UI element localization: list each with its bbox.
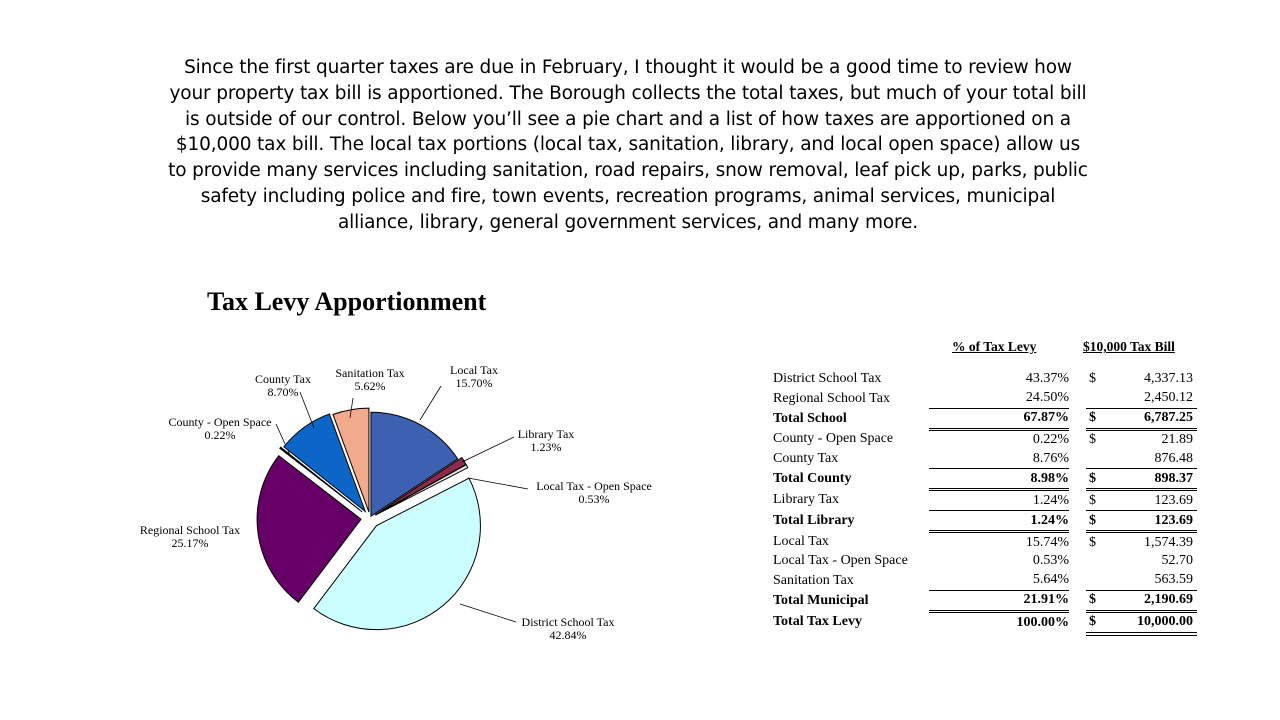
row-gap <box>1069 450 1086 469</box>
row-dollar-sign: $ <box>1086 611 1109 633</box>
row-dollar-sign: $ <box>1089 534 1096 550</box>
table-row <box>770 532 1197 552</box>
pie-leader-line <box>420 386 441 420</box>
row-gap <box>1069 389 1086 408</box>
row-dollar-sign: $ <box>1089 371 1096 387</box>
pie-slice-name: Sanitation Tax <box>335 366 405 380</box>
row-label: Regional School Tax <box>773 390 890 406</box>
table-row <box>770 408 1197 429</box>
table-header <box>770 336 1197 370</box>
row-amount: 6,787.25 <box>1109 408 1197 429</box>
pie-slice-percent: 8.70% <box>267 385 299 399</box>
table-row <box>770 370 1197 389</box>
table-row <box>770 590 1197 611</box>
row-gap <box>1069 611 1086 633</box>
row-gap <box>1069 370 1086 389</box>
table-row <box>770 490 1197 511</box>
pie-slice-name: County - Open Space <box>168 415 272 429</box>
row-label: County - Open Space <box>773 431 894 447</box>
row-gap <box>1069 469 1086 490</box>
pie-slice-percent: 1.23% <box>530 440 562 454</box>
chart-title: Tax Levy Apportionment <box>207 287 487 316</box>
pie-slice-name: District School Tax <box>521 615 615 629</box>
row-label: County Tax <box>773 451 839 467</box>
tax-table-body <box>770 370 1197 636</box>
pie-leader-line <box>462 437 514 462</box>
row-dollar-sign: $ <box>1086 590 1109 611</box>
row-amount: 563.59 <box>1154 572 1193 588</box>
row-label: Total County <box>773 471 852 487</box>
row-amount: 4,337.13 <box>1144 371 1193 387</box>
row-label: Library Tax <box>773 492 840 508</box>
row-label: Total Library <box>773 513 855 529</box>
row-percent: 100.00% <box>929 611 1069 633</box>
row-amount: 123.69 <box>1154 492 1193 508</box>
row-label: Total School <box>773 410 847 426</box>
row-amount: 898.37 <box>1109 469 1197 490</box>
row-gap <box>1069 490 1086 511</box>
row-percent: 1.24% <box>1032 492 1069 508</box>
row-percent: 67.87% <box>929 408 1069 429</box>
table-row <box>770 571 1197 590</box>
row-label: District School Tax <box>773 371 882 387</box>
row-dollar-sign: $ <box>1086 511 1109 532</box>
pie-leader-line <box>468 478 528 489</box>
pie-slice-name: County Tax <box>255 372 311 386</box>
pie-slice-percent: 5.62% <box>354 379 386 393</box>
pie-slice-percent: 15.70% <box>455 376 493 390</box>
row-label: Total Tax Levy <box>773 614 862 630</box>
table-row <box>770 429 1197 449</box>
row-label: Total Municipal <box>773 592 869 608</box>
pie-slice-percent: 0.22% <box>204 428 236 442</box>
pie-slice-name: Local Tax - Open Space <box>536 479 652 493</box>
row-percent: 15.74% <box>1025 534 1069 550</box>
pie-slice-percent: 25.17% <box>171 536 209 550</box>
pie-leader-line <box>300 392 314 428</box>
row-amount: 21.89 <box>1161 432 1193 448</box>
row-percent: 0.53% <box>1032 553 1069 569</box>
pie-slice-name: Library Tax <box>517 427 575 441</box>
row-amount: 52.70 <box>1161 553 1193 569</box>
table-row <box>770 389 1197 408</box>
row-gap <box>1069 532 1086 552</box>
row-dollar-sign: $ <box>1086 469 1109 490</box>
row-percent: 0.22% <box>1032 432 1069 448</box>
pie-slice-percent: 0.53% <box>578 492 610 506</box>
header-bill: $10,000 Tax Bill <box>1083 339 1175 354</box>
row-percent: 24.50% <box>1025 390 1069 406</box>
row-amount: 876.48 <box>1154 451 1193 466</box>
row-gap <box>1069 590 1086 611</box>
tax-table <box>770 336 1197 636</box>
row-label: Local Tax <box>773 533 829 549</box>
row-gap <box>1069 429 1086 449</box>
row-percent: 1.24% <box>929 511 1069 532</box>
row-percent: 21.91% <box>929 590 1069 611</box>
row-dollar-sign <box>1086 552 1109 571</box>
row-dollar-sign <box>1086 389 1109 408</box>
row-amount: 2,190.69 <box>1109 590 1197 611</box>
row-dollar-sign: $ <box>1089 492 1096 508</box>
pie-slice-name: Local Tax <box>450 363 498 377</box>
pie-slice-name: Regional School Tax <box>139 523 241 537</box>
row-dollar-sign: $ <box>1086 408 1109 429</box>
row-gap <box>1069 571 1086 590</box>
pie-leader-line <box>460 604 516 622</box>
row-percent: 8.98% <box>929 469 1069 490</box>
row-amount: 10,000.00 <box>1109 611 1197 633</box>
row-percent: 8.76% <box>1032 451 1069 466</box>
table-row <box>770 511 1197 532</box>
table-row <box>770 611 1197 633</box>
row-amount: 123.69 <box>1109 511 1197 532</box>
row-dollar-sign <box>1086 450 1109 469</box>
intro-paragraph: Since the first quarter taxes are due in February, I thought it would be a good time to review how your property tax bill is apportioned. The Borough collects the total taxes, but much of your total bill is outside of our control. Below you’ll see a pie chart and a list of how taxes are apportioned on a $10,000 tax bill. The local tax portions (local tax, sanitation, library, and local open space) allow us to provide many services including sanitation, road repairs, snow removal, leaf pick up, parks, public safety including police and fire, town events, recreation programs, animal services, municipal alliance, library, general government services, and many more. <box>168 57 1088 233</box>
header-pct: % of Tax Levy <box>952 339 1037 354</box>
row-dollar-sign <box>1086 571 1109 590</box>
table-row <box>770 450 1197 469</box>
row-gap <box>1069 408 1086 429</box>
row-label: Local Tax - Open Space <box>773 553 908 569</box>
table-row <box>770 469 1197 490</box>
table-row <box>770 552 1197 571</box>
row-gap <box>1069 552 1086 571</box>
row-amount: 2,450.12 <box>1144 390 1193 406</box>
row-label: Sanitation Tax <box>773 572 854 588</box>
row-dollar-sign: $ <box>1089 432 1096 448</box>
pie-slice-percent: 42.84% <box>549 628 587 642</box>
row-amount: 1,574.39 <box>1144 534 1193 550</box>
row-percent: 5.64% <box>1032 572 1069 588</box>
row-percent: 43.37% <box>1025 371 1069 387</box>
row-gap <box>1069 511 1086 532</box>
